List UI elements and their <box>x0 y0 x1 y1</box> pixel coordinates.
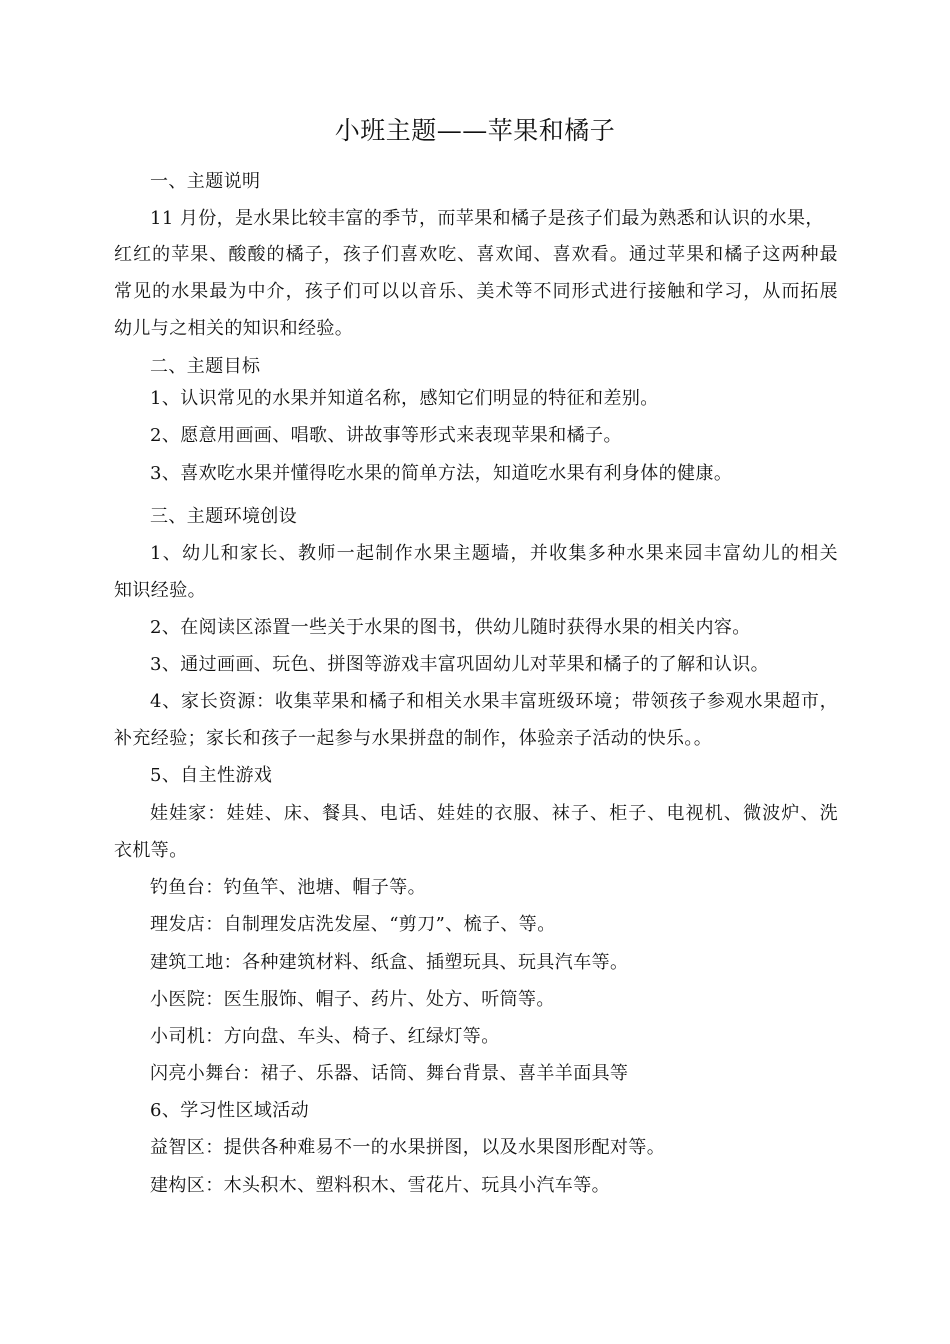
paragraph-line: 理发店：自制理发店洗发屋、“剪刀”、梳子、等。 <box>150 914 556 935</box>
section-heading-3: 三、主题环境创设 <box>150 506 298 527</box>
list-item: 6、学习性区域活动 <box>150 1100 310 1121</box>
paragraph-line: 小司机：方向盘、车头、椅子、红绿灯等。 <box>150 1026 500 1047</box>
paragraph-line: 娃娃家：娃娃、床、餐具、电话、娃娃的衣服、袜子、柜子、电视机、微波炉、洗 <box>150 803 838 824</box>
section-heading-2: 二、主题目标 <box>150 356 261 377</box>
section-heading-1: 一、主题说明 <box>150 171 261 192</box>
paragraph-line: 建筑工地：各种建筑材料、纸盒、插塑玩具、玩具汽车等。 <box>150 952 629 973</box>
paragraph-line: 小医院：医生服饰、帽子、药片、处方、听筒等。 <box>150 989 555 1010</box>
list-item: 1、幼儿和家长、教师一起制作水果主题墙，并收集多种水果来园丰富幼儿的相关 <box>150 543 838 564</box>
paragraph-line: 补充经验；家长和孩子一起参与水果拼盘的制作，体验亲子活动的快乐。。 <box>114 728 713 749</box>
list-item: 1、认识常见的水果并知道名称，感知它们明显的特征和差别。 <box>150 388 659 409</box>
paragraph-line: 闪亮小舞台：裙子、乐器、话筒、舞台背景、喜羊羊面具等 <box>150 1063 629 1084</box>
paragraph-line: 钓鱼台：钓鱼竿、池塘、帽子等。 <box>150 877 426 898</box>
document-title: 小班主题——苹果和橘子 <box>334 116 616 145</box>
list-item: 3、通过画画、玩色、拼图等游戏丰富巩固幼儿对苹果和橘子的了解和认识。 <box>150 654 770 675</box>
paragraph-line: 11 月份，是水果比较丰富的季节，而苹果和橘子是孩子们最为熟悉和认识的水果， <box>150 208 824 229</box>
paragraph-line: 常见的水果最为中介，孩子们可以以音乐、美术等不同形式进行接触和学习，从而拓展 <box>114 281 838 302</box>
list-item: 5、自主性游戏 <box>150 765 273 786</box>
paragraph-line: 知识经验。 <box>114 580 206 601</box>
list-item: 3、喜欢吃水果并懂得吃水果的简单方法，知道吃水果有利身体的健康。 <box>150 463 733 484</box>
paragraph-line: 红红的苹果、酸酸的橘子，孩子们喜欢吃、喜欢闻、喜欢看。通过苹果和橘子这两种最 <box>114 244 838 265</box>
paragraph-line: 建构区：木头积木、塑料积木、雪花片、玩具小汽车等。 <box>150 1175 610 1196</box>
list-item: 2、愿意用画画、唱歌、讲故事等形式来表现苹果和橘子。 <box>150 425 622 446</box>
paragraph-line: 衣机等。 <box>114 840 188 861</box>
paragraph-line: 益智区：提供各种难易不一的水果拼图，以及水果图形配对等。 <box>150 1137 666 1158</box>
list-item: 4、家长资源：收集苹果和橘子和相关水果丰富班级环境；带领孩子参观水果超市， <box>150 691 838 712</box>
list-item: 2、在阅读区添置一些关于水果的图书，供幼儿随时获得水果的相关内容。 <box>150 617 751 638</box>
paragraph-line: 幼儿与之相关的知识和经验。 <box>114 318 354 339</box>
